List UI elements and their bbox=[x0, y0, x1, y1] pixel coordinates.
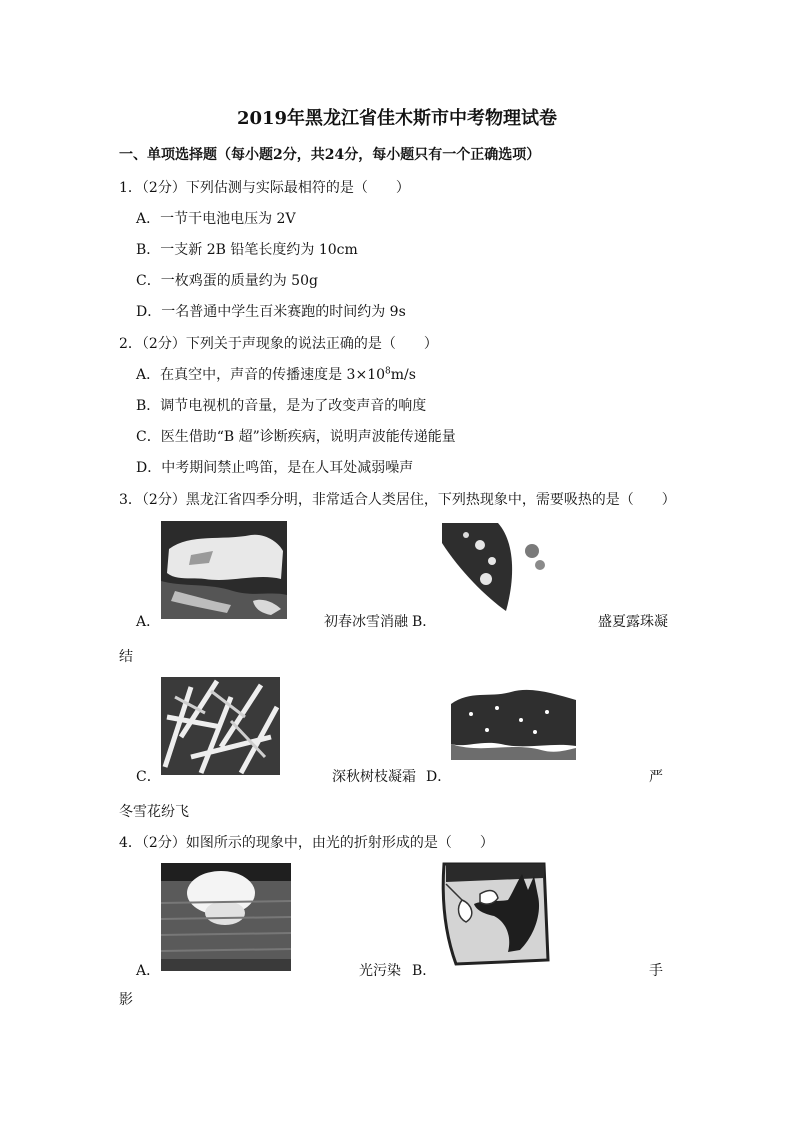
question-3-option-d-letter: D． bbox=[426, 769, 452, 785]
question-4-option-b-wrap: 影 bbox=[119, 992, 133, 1008]
question-4-option-a-letter: A． bbox=[136, 963, 161, 979]
question-2-option-b: B．调节电视机的音量，是为了改变声音的响度 bbox=[136, 398, 427, 414]
question-2-option-c: C．医生借助“B 超”诊断疾病，说明声波能传递能量 bbox=[136, 429, 456, 445]
question-3-option-b-text: 盛夏露珠凝 bbox=[598, 614, 668, 630]
question-3-option-b-wrap: 结 bbox=[119, 649, 133, 665]
question-3-option-b-letter: B． bbox=[412, 614, 437, 630]
question-3-option-c-text: 深秋树枝凝霜 bbox=[332, 769, 416, 785]
question-1-option-d: D．一名普通中学生百米赛跑的时间约为 9s bbox=[136, 304, 406, 320]
question-1-option-a: A．一节干电池电压为 2V bbox=[136, 211, 296, 227]
question-1-stem: 1．（2分）下列估测与实际最相符的是（ ） bbox=[119, 180, 410, 196]
question-3-option-a-letter: A． bbox=[136, 614, 161, 630]
question-4-option-b-letter: B． bbox=[412, 963, 437, 979]
melting-ice-image bbox=[161, 521, 287, 619]
light-pollution-image bbox=[161, 863, 291, 971]
question-4-option-b-text: 手 bbox=[649, 963, 663, 979]
question-1-option-b: B．一支新 2B 铅笔长度约为 10cm bbox=[136, 242, 358, 258]
page-title: 2019年黑龙江省佳木斯市中考物理试卷 bbox=[236, 108, 558, 129]
question-3-option-a-text: 初春冰雪消融 bbox=[324, 614, 408, 630]
question-3-stem: 3．（2分）黑龙江省四季分明，非常适合人类居住，下列热现象中，需要吸热的是（ ） bbox=[119, 492, 676, 508]
question-3-option-d-text: 严 bbox=[649, 769, 663, 785]
section-heading: 一、单项选择题（每小题2分，共24分，每小题只有一个正确选项） bbox=[119, 147, 541, 163]
question-1-option-c: C．一枚鸡蛋的质量约为 50g bbox=[136, 273, 318, 289]
hand-shadow-image bbox=[436, 860, 553, 968]
question-4-option-a-text: 光污染 bbox=[359, 963, 401, 979]
question-3-option-c-letter: C． bbox=[136, 769, 161, 785]
snowfall-image bbox=[451, 684, 576, 772]
question-3-option-d-wrap: 冬雪花纷飞 bbox=[119, 804, 189, 820]
frost-branches-image bbox=[161, 677, 280, 775]
question-4-stem: 4．（2分）如图所示的现象中，由光的折射形成的是（ ） bbox=[119, 835, 494, 851]
dew-drops-image bbox=[436, 521, 551, 613]
question-2-option-a: A．在真空中，声音的传播速度是 $3\times 10^8m/s$ bbox=[136, 366, 416, 383]
question-2-option-d: D．中考期间禁止鸣笛，是在人耳处减弱噪声 bbox=[136, 460, 414, 476]
question-2-stem: 2．（2分）下列关于声现象的说法正确的是（ ） bbox=[119, 336, 438, 352]
